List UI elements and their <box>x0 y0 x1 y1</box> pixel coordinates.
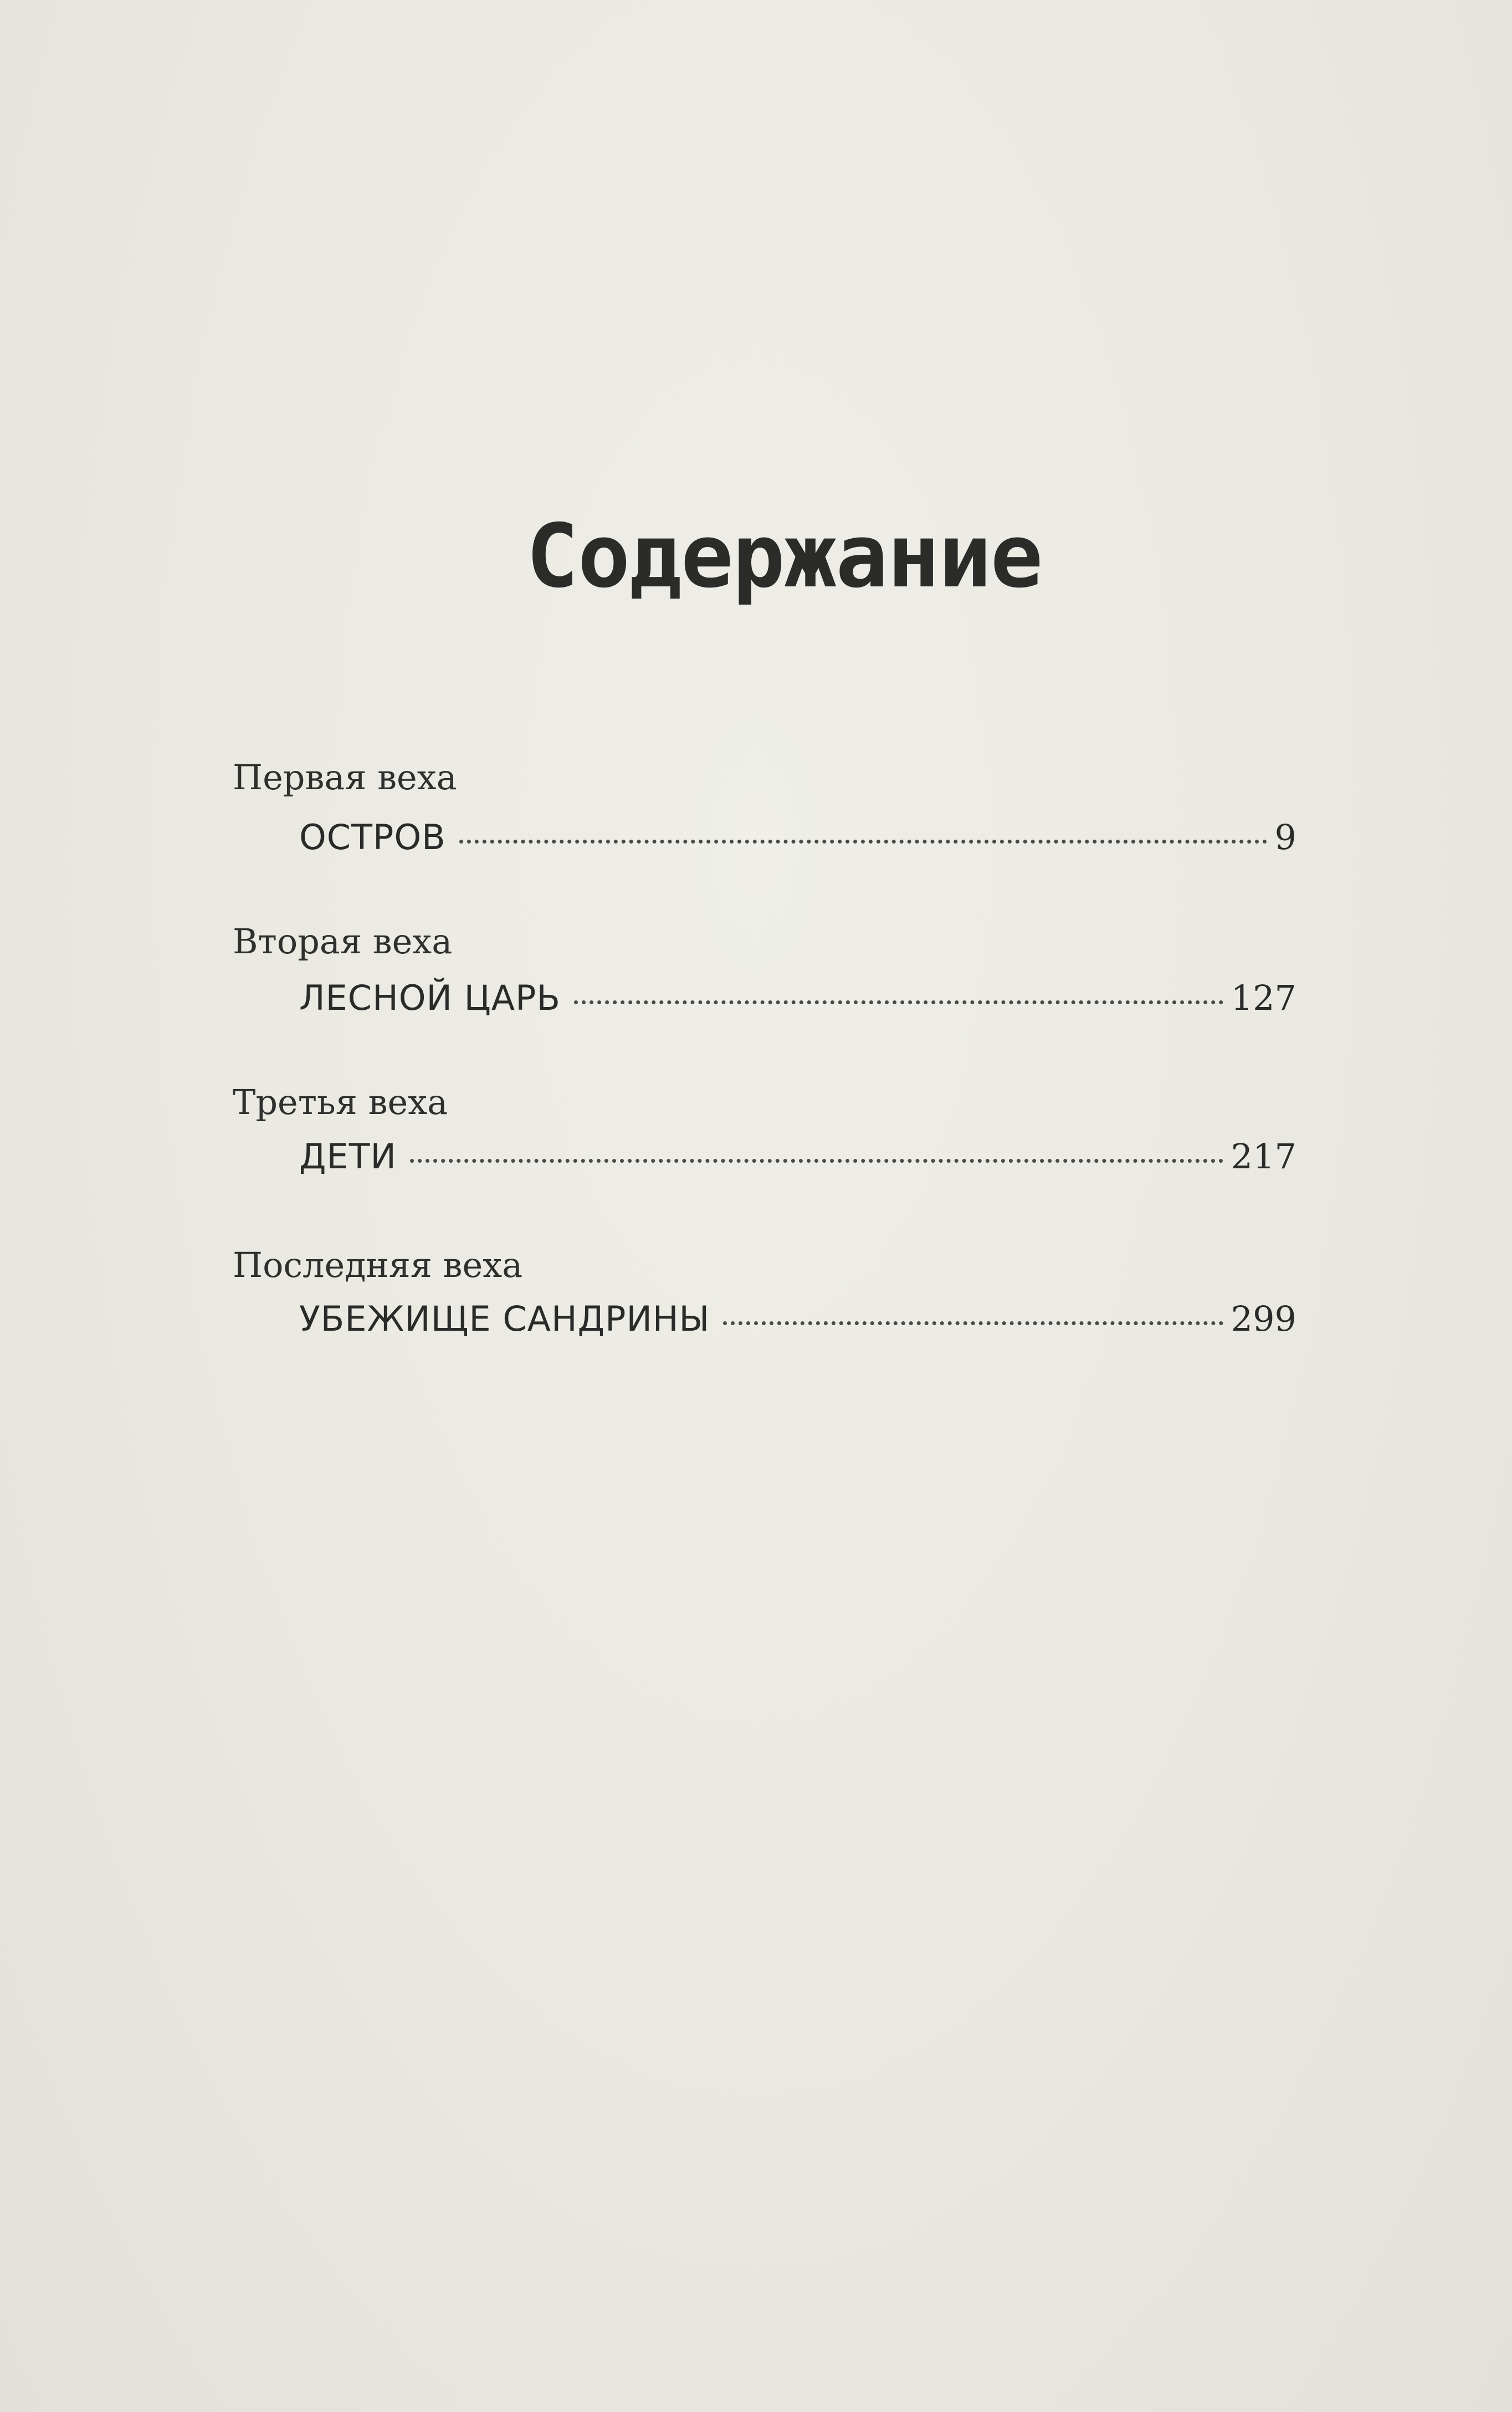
toc-part-label: Вторая веха <box>233 921 453 962</box>
toc-chapter-title: ДЕТИ <box>299 1136 397 1177</box>
toc-entry <box>299 1136 1296 1177</box>
toc-entry <box>299 817 1296 857</box>
toc-entry <box>299 1299 1296 1339</box>
toc-page-number: 299 <box>1231 1299 1296 1339</box>
toc-part-label: Третья веха <box>233 1082 448 1122</box>
toc-page-number: 217 <box>1231 1136 1296 1177</box>
toc-chapter-title: УБЕЖИЩЕ САНДРИНЫ <box>299 1299 710 1339</box>
dot-leader <box>410 1159 1223 1163</box>
toc-chapter-title: ОСТРОВ <box>299 817 446 857</box>
dot-leader <box>459 840 1267 844</box>
toc-entry <box>299 978 1296 1018</box>
page-title: Содержание <box>526 505 1042 607</box>
toc-page-number: 9 <box>1274 817 1296 857</box>
toc-part-label: Последняя веха <box>233 1245 523 1285</box>
dot-leader <box>574 1000 1223 1004</box>
toc-part-label: Первая веха <box>233 757 457 798</box>
toc-page-number: 127 <box>1231 978 1296 1018</box>
toc-chapter-title: ЛЕСНОЙ ЦАРЬ <box>299 978 561 1018</box>
dot-leader <box>723 1321 1223 1325</box>
